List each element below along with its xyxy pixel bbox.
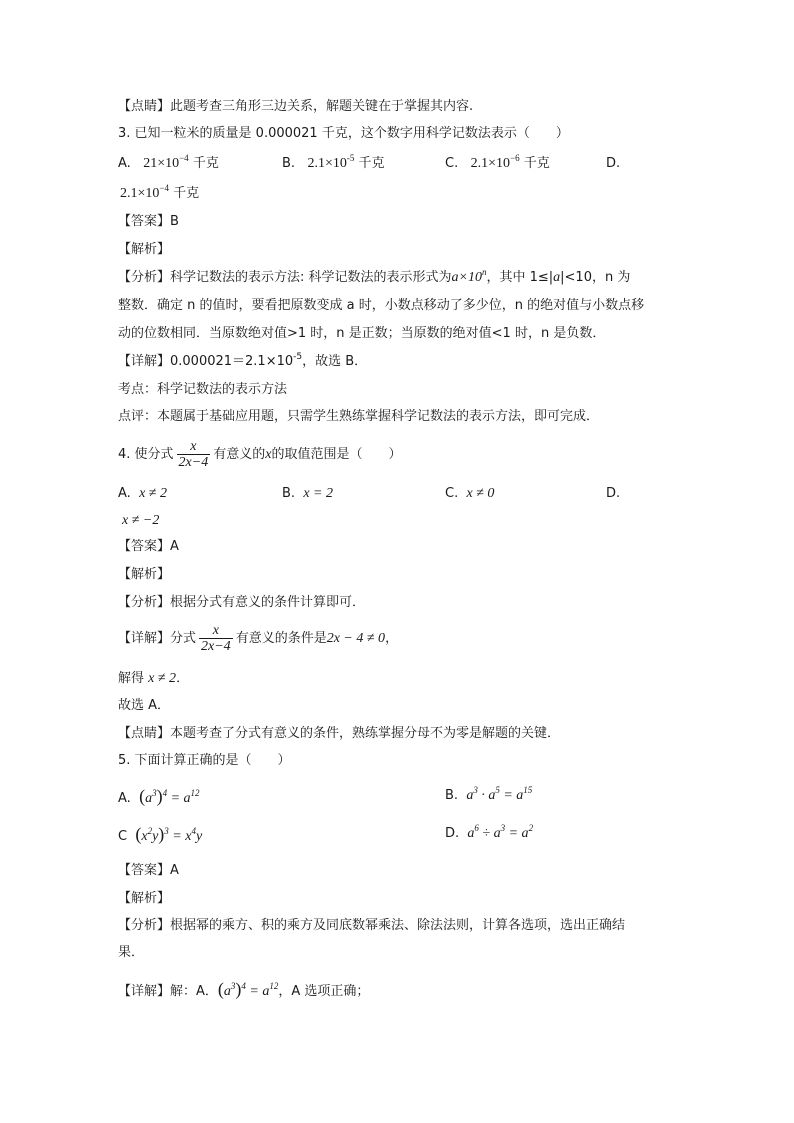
q3-option-a (118, 155, 219, 173)
q3-fenxi-line3: 动的位数相同．当原数绝对值>1 时，n 是正数；当原数的绝对值<1 时，n 是负数． (118, 326, 606, 341)
q4-option-d-label: D. (606, 486, 621, 501)
q5-option-c-expr: $(x^2y)^3 = x^4y$ (135, 824, 203, 844)
q4-option-c: C. x ≠ 0 (445, 486, 495, 501)
q3-xiangjie: 【详解】$0.000021=2.1\times 10^{-5}$，故选 B． (118, 352, 368, 369)
q3-option-d (120, 185, 199, 203)
q4-fenxi: 【分析】根据分式有意义的条件计算即可． (118, 595, 366, 610)
q3-fenxi-line2: 整数．确定 n 的值时，要看把原数变成 a 时，小数点移动了多少位，n 的绝对值与小数点移 (118, 298, 645, 313)
q3-answer: 【答案】B (118, 214, 179, 229)
q3-option-c (445, 155, 550, 173)
q5-option-b: B. $a^3 \cdot a^5 = a^{15}$ (445, 785, 533, 803)
q4-fraction: $\frac{x}{2x-4}$ (178, 439, 209, 470)
q3-option-c-expr: $2.1\times 10^{-6}$ (470, 153, 520, 171)
q5-xiangjie: 【详解】解：A．$(a^3)^4 = a^{12}$，A 选项正确； (118, 979, 370, 999)
q3-option-b-expr: $2.1\times 10^{-5}$ (307, 153, 355, 171)
q3-stem-value: 0.000021 (255, 126, 318, 141)
q4-answer: 【答案】A (118, 539, 179, 554)
q3-dianping: 点评：本题属于基础应用题，只需学生熟练掌握科学记数法的表示方法，即可完成． (118, 409, 600, 424)
q3-option-c-unit: 千克 (519, 156, 550, 171)
q5-option-d: D. $a^6 \div a^3 = a^2$ (445, 823, 534, 841)
q3-option-d-unit: 千克 (168, 186, 200, 201)
q4-jiede: 解得 x ≠ 2． (118, 671, 190, 686)
q3-stem (118, 125, 569, 143)
q4-option-b: B. x = 2 (282, 486, 333, 501)
q3-option-b-label: B. (282, 156, 296, 171)
q4-option-d: x ≠ −2 (122, 513, 160, 528)
q3-fenxi-line1: 【分析】科学记数法的表示方法: 科学记数法的表示形式为$a\times 10^n$，其中 1≤|a|<10，n 为 (118, 267, 631, 285)
q4-guxuan: 故选 A． (118, 698, 171, 713)
q3-stem-prefix: 3. 已知一粒米的质量是 (118, 126, 256, 141)
q3-option-b-unit: 千克 (354, 156, 385, 171)
q5-stem: 5. 下面计算正确的是（ ） (118, 753, 291, 768)
q5-option-c: C $(x^2y)^3 = x^4y$ (118, 824, 203, 844)
q4-dianjing: 【点睛】本题考查了分式有意义的条件，熟练掌握分母不为零是解题的关键． (118, 726, 561, 741)
q3-option-a-expr: $21\times 10^{-4}$ (143, 153, 189, 171)
q4-xiangjie-fraction: $\frac{x}{2x-4}$ (201, 623, 231, 654)
q5-option-d-expr: $a^6 \div a^3 = a^2$ (467, 823, 534, 841)
q3-option-a-unit: 千克 (188, 156, 219, 171)
q3-stem-suffix: 千克，这个数字用科学记数法表示（ ） (317, 126, 569, 141)
q3-analysis-title: 【解析】 (118, 242, 171, 257)
q4-stem: 4. 使分式 $\frac{x}{2x-4}$ 有意义的x的取值范围是（ ） (118, 439, 402, 470)
q3-option-b (282, 155, 385, 173)
q3-option-c-label: C. (445, 156, 459, 171)
q5-fenxi-line2: 果． (118, 945, 145, 960)
q5-answer: 【答案】A (118, 863, 179, 878)
q4-analysis-title: 【解析】 (118, 567, 171, 582)
q5-xiangjie-expr: $(a^3)^4 = a^{12}$ (217, 979, 279, 999)
q3-option-d-expr: $2.1\times 10^{-4}$ (120, 183, 169, 201)
q4-xiangjie: 【详解】分式 $\frac{x}{2x-4}$ 有意义的条件是2x − 4 ≠ 0， (118, 623, 399, 654)
q3-option-d-label: D. (606, 156, 621, 171)
q4-option-a: A. x ≠ 2 (118, 486, 167, 501)
q5-option-b-expr: $a^3 \cdot a^5 = a^{15}$ (466, 785, 533, 803)
q5-option-a-expr: $(a^3)^4 = a^{12}$ (139, 786, 200, 806)
q5-analysis-title: 【解析】 (118, 891, 171, 906)
q5-option-a: A. $(a^3)^4 = a^{12}$ (118, 786, 200, 806)
q5-fenxi-line1: 【分析】根据幂的乘方、积的乘方及同底数幂乘法、除法法则，计算各选项，选出正确结 (118, 918, 626, 933)
q3-kaodian: 考点：科学记数法的表示方法 (118, 382, 288, 397)
q3-option-a-label: A. (118, 156, 131, 171)
q3-sci-notation-formula: $a\times 10^n$ (451, 267, 487, 285)
dianjing-line-q2: 【点睛】此题考查三角形三边关系，解题关键在于掌握其内容. (118, 99, 474, 114)
